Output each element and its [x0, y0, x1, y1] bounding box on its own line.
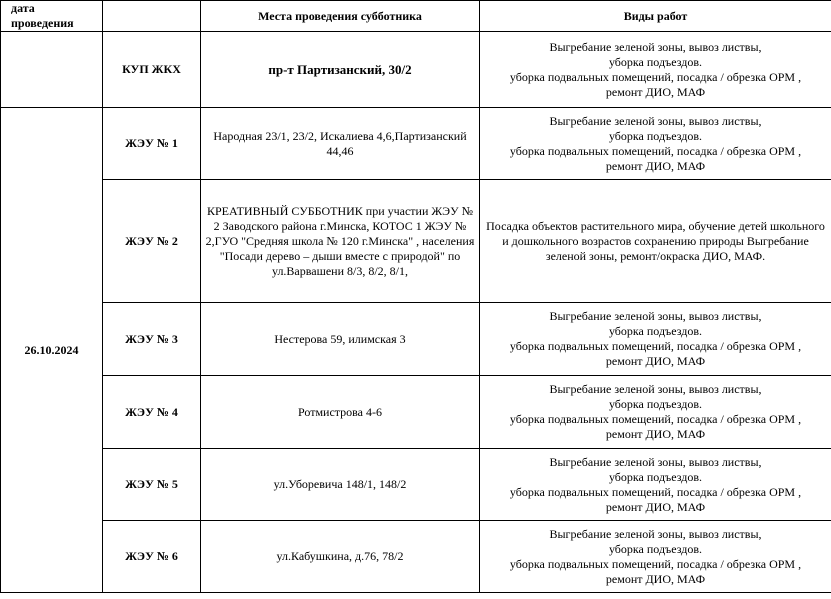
table-row [1, 449, 831, 521]
org-cell[interactable]: ЖЭУ № 3 [103, 303, 201, 376]
work-cell[interactable]: Выгребание зеленой зоны, вывоз листвы, уборка подъездов. уборка подвальных помещений, посадка / обрезка ОРМ , ремонт ДИО, МАФ [480, 32, 831, 108]
place-cell[interactable]: КРЕАТИВНЫЙ СУББОТНИК при участии ЖЭУ № 2 Заводского района г.Минска, КОТОС 1 ЖЭУ № 2,ГУО "Средняя школа № 120 г.Минска" , населения "Посади дерево – дыши вместе с природой" по ул.Варвашени 8/3, 8/2, 8/1, [201, 180, 480, 303]
place-cell[interactable]: Народная 23/1, 23/2, Искалиева 4,6,Партизанский 44,46 [201, 108, 480, 180]
work-cell[interactable]: Выгребание зеленой зоны, вывоз листвы, уборка подъездов. уборка подвальных помещений, посадка / обрезка ОРМ , ремонт ДИО, МАФ [480, 449, 831, 521]
table-row [1, 180, 831, 303]
org-cell[interactable]: ЖЭУ № 1 [103, 108, 201, 180]
place-cell[interactable]: Нестерова 59, илимская 3 [201, 303, 480, 376]
org-cell[interactable]: ЖЭУ № 4 [103, 376, 201, 449]
org-cell[interactable]: ЖЭУ № 5 [103, 449, 201, 521]
work-cell[interactable]: Выгребание зеленой зоны, вывоз листвы, уборка подъездов. уборка подвальных помещений, посадка / обрезка ОРМ , ремонт ДИО, МАФ [480, 521, 831, 593]
table-row [1, 521, 831, 593]
header-place[interactable]: Места проведения субботника [201, 1, 480, 32]
date-cell[interactable]: 26.10.2024 [1, 108, 103, 593]
org-cell[interactable]: ЖЭУ № 6 [103, 521, 201, 593]
header-date[interactable]: дата проведения [1, 1, 103, 32]
header-row [1, 1, 831, 32]
work-cell[interactable]: Посадка объектов растительного мира, обучение детей школьного и дошкольного возрастов сохранению природы Выгребание зеленой зоны, ремонт/окраска ДИО, МАФ. [480, 180, 831, 303]
place-cell[interactable]: Ротмистрова 4-6 [201, 376, 480, 449]
place-cell[interactable]: пр-т Партизанский, 30/2 [201, 32, 480, 108]
work-cell[interactable]: Выгребание зеленой зоны, вывоз листвы, уборка подъездов. уборка подвальных помещений, посадка / обрезка ОРМ , ремонт ДИО, МАФ [480, 376, 831, 449]
table-row [1, 376, 831, 449]
work-cell[interactable]: Выгребание зеленой зоны, вывоз листвы, уборка подъездов. уборка подвальных помещений, посадка / обрезка ОРМ , ремонт ДИО, МАФ [480, 303, 831, 376]
place-cell[interactable]: ул.Кабушкина, д.76, 78/2 [201, 521, 480, 593]
org-cell[interactable]: ЖЭУ № 2 [103, 180, 201, 303]
org-cell[interactable]: КУП ЖКХ [103, 32, 201, 108]
place-cell[interactable]: ул.Уборевича 148/1, 148/2 [201, 449, 480, 521]
table-row [1, 32, 831, 108]
date-cell[interactable] [1, 32, 103, 108]
table-row [1, 108, 831, 180]
header-work[interactable]: Виды работ [480, 1, 831, 32]
work-cell[interactable]: Выгребание зеленой зоны, вывоз листвы, уборка подъездов. уборка подвальных помещений, посадка / обрезка ОРМ , ремонт ДИО, МАФ [480, 108, 831, 180]
header-org[interactable] [103, 1, 201, 32]
table-row [1, 303, 831, 376]
